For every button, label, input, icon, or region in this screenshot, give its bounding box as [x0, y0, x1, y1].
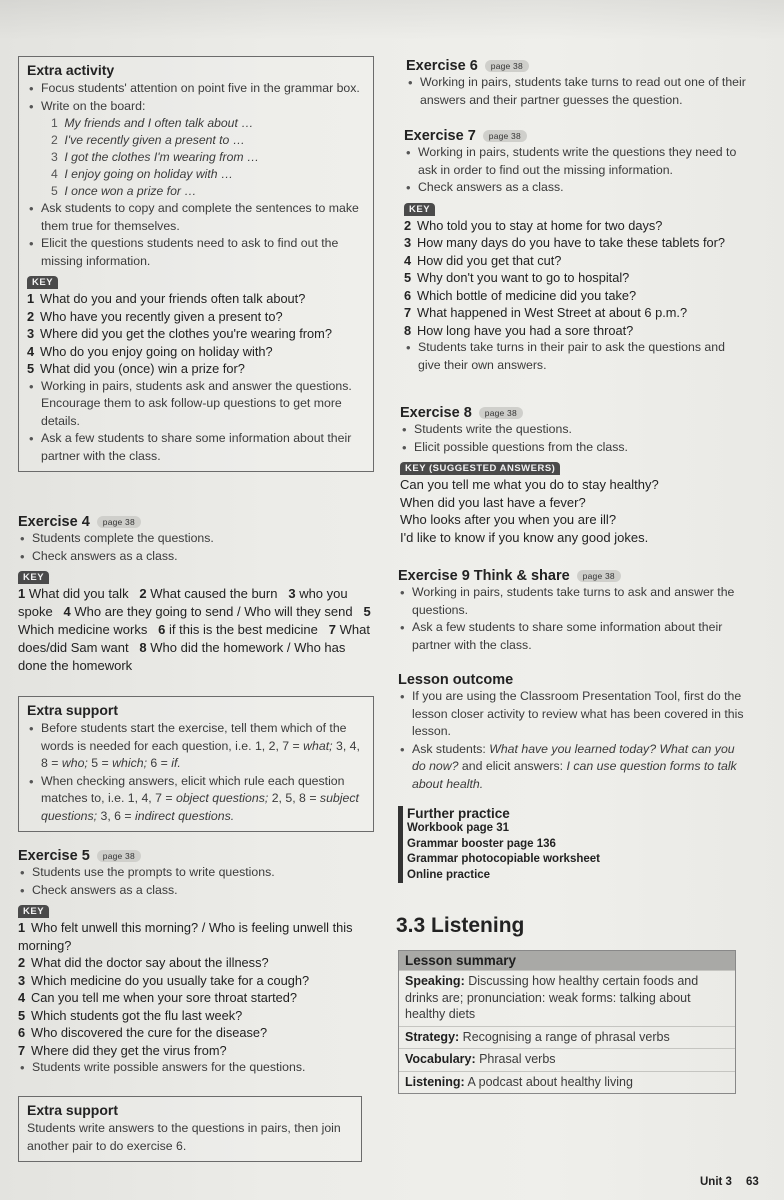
- bullet: • Elicit the questions students need to ask to find out the missing information.: [27, 235, 365, 270]
- section-title: 3.3 Listening: [396, 914, 525, 937]
- exercise-7-title: Exercise 7 page 38: [404, 128, 750, 144]
- key-label: KEY: [27, 276, 58, 289]
- summary-row: Vocabulary: Phrasal verbs: [399, 1048, 735, 1071]
- answer: When did you last have a fever?: [400, 494, 586, 510]
- practice-item: Online practice: [407, 868, 491, 881]
- exercise-5-title: Exercise 5 page 38: [18, 848, 374, 864]
- page-number: 63: [745, 1176, 759, 1188]
- bullet: • Ask students to copy and complete the sentences to make them true for themselves.: [27, 200, 365, 235]
- page-badge: page 38: [483, 130, 527, 142]
- answer: Who looks after you when you are ill?: [400, 512, 617, 527]
- extra-support-box: [18, 696, 374, 832]
- key-item: 1 What do you and your friends often talk about?: [27, 291, 306, 306]
- exercise-8: [400, 405, 750, 546]
- page-badge: page 38: [485, 60, 529, 72]
- practice-item: Grammar booster page 136: [407, 837, 556, 850]
- board-line: 5 I once won a prize for …: [51, 184, 197, 198]
- exercise-6-title: Exercise 6 page 38: [406, 58, 750, 74]
- bullet: • Ask students: What have you learned today? What can you do now? and elicit answers: I can use question forms to talk about health.: [398, 741, 750, 794]
- key-item: 6 Which bottle of medicine did you take?: [404, 287, 637, 303]
- bullet: • Focus students' attention on point five in the grammar box.: [27, 80, 365, 98]
- page-badge: page 38: [479, 407, 523, 419]
- board-line: 4 I enjoy going on holiday with …: [51, 167, 234, 181]
- practice-item: Workbook page 31: [407, 822, 510, 834]
- board-line: 1 My friends and I often talk about …: [51, 116, 254, 130]
- key-item: 7 What happened in West Street at about 6 p.m.?: [404, 305, 688, 320]
- key-label: KEY (SUGGESTED ANSWERS): [400, 462, 560, 475]
- extra-activity-box: [18, 56, 374, 472]
- bullet: • Students complete the questions.: [18, 530, 374, 548]
- key-item: 2 What did the doctor say about the illness?: [18, 955, 269, 970]
- summary-row: Speaking: Discussing how healthy certain foods and drinks are; pronunciation: weak forms: talking about healthy diets: [399, 970, 735, 1026]
- key-item: 3 Where did you get the clothes you're wearing from?: [27, 326, 332, 341]
- page-shadow: [0, 0, 784, 40]
- extra-support-title: Extra support: [27, 1102, 119, 1118]
- lesson-summary-title: Lesson summary: [399, 951, 735, 970]
- exercise-4-title: Exercise 4 page 38: [18, 514, 374, 530]
- key-label: KEY: [404, 203, 435, 216]
- bullet: • Before students start the exercise, tell them which of the words is needed for each question, i.e. 1, 2, 7 = what; 3, 4, 8 = who; 5 = which; 6 = if.: [27, 720, 365, 773]
- page-badge: page 38: [97, 516, 141, 528]
- bullet: • Ask a few students to share some information about their partner with the class.: [27, 430, 365, 465]
- exercise-4: [18, 514, 374, 675]
- bullet: • Working in pairs, students write the questions they need to ask in order to find out the missing information.: [404, 144, 750, 179]
- bullet: • When checking answers, elicit which rule each question matches to, i.e. 1, 4, 7 = object questions; 2, 5, 8 = subject questions; 3, 6 = indirect questions.: [27, 773, 365, 826]
- bullet: • Working in pairs, students take turns to read out one of their answers and their partner guesses the question.: [406, 74, 750, 109]
- extra-support-title: Extra support: [27, 702, 119, 718]
- lesson-summary: [398, 950, 736, 1094]
- further-practice-title: Further practice: [407, 806, 510, 821]
- board-line: 2 I've recently given a present to …: [51, 133, 245, 147]
- key-item: 3 Which medicine do you usually take for a cough?: [18, 972, 310, 988]
- unit-label: Unit 3: [700, 1176, 732, 1188]
- lesson-outcome-title: Lesson outcome: [398, 672, 514, 688]
- answer: I'd like to know if you know any good jokes.: [400, 529, 649, 545]
- board-line: 3 I got the clothes I'm wearing from …: [51, 150, 260, 164]
- bullet: • Students use the prompts to write questions.: [18, 864, 374, 882]
- key-item: 5 Why don't you want to go to hospital?: [404, 270, 630, 285]
- key-item: 6 Who discovered the cure for the disease?: [18, 1025, 268, 1040]
- key-item: 3 How many days do you have to take these tablets for?: [404, 235, 726, 250]
- bullet: • Check answers as a class.: [18, 882, 374, 900]
- lesson-outcome: [398, 672, 750, 793]
- exercise-5: [18, 848, 374, 1077]
- bullet: • Check answers as a class.: [404, 179, 750, 197]
- practice-item: Grammar photocopiable worksheet: [407, 853, 600, 865]
- exercise-9-title: Exercise 9 Think & share page 38: [398, 568, 750, 584]
- key-label: KEY: [18, 905, 49, 918]
- bullet: • Check answers as a class.: [18, 548, 374, 566]
- exercise-9: [398, 568, 750, 654]
- exercise-8-title: Exercise 8 page 38: [400, 405, 750, 421]
- key-item: 2 Who have you recently given a present to?: [27, 308, 283, 324]
- exercise-6: [406, 58, 750, 109]
- bullet: • Students write the questions.: [400, 421, 750, 439]
- key-item: 2 Who told you to stay at home for two days?: [404, 217, 663, 233]
- exercise-7: [404, 128, 750, 374]
- key-label: KEY: [18, 571, 49, 584]
- extra-support-box-2: [18, 1096, 362, 1162]
- bullet: • Elicit possible questions from the class.: [400, 439, 750, 457]
- bullet: • Ask a few students to share some information about their partner with the class.: [398, 619, 750, 654]
- key-item: 4 Who do you enjoy going on holiday with?: [27, 343, 273, 359]
- summary-row: Listening: A podcast about healthy living: [399, 1071, 735, 1094]
- key-item: 7 Where did they get the virus from?: [18, 1042, 227, 1058]
- extra-support-text: Students write answers to the questions in pairs, then join another pair to do exercise 6.: [27, 1121, 341, 1153]
- extra-activity-title: Extra activity: [27, 62, 115, 78]
- key-item: 4 How did you get that cut?: [404, 252, 562, 268]
- summary-row: Strategy: Recognising a range of phrasal verbs: [399, 1026, 735, 1049]
- bullet: • Students take turns in their pair to ask the questions and give their own answers.: [404, 339, 750, 374]
- key-item: 4 Can you tell me when your sore throat started?: [18, 990, 298, 1005]
- page-badge: page 38: [97, 850, 141, 862]
- key-item: 1 Who felt unwell this morning? / Who is feeling unwell this morning?: [18, 920, 353, 953]
- bullet: • Working in pairs, students ask and answer the questions. Encourage them to ask follow-up questions to get more details.: [27, 378, 365, 431]
- page-badge: page 38: [577, 570, 621, 582]
- key-item: 8 How long have you had a sore throat?: [404, 322, 634, 338]
- key-item: 5 Which students got the flu last week?: [18, 1007, 243, 1023]
- page-footer: [700, 1176, 759, 1188]
- bullet: • If you are using the Classroom Presentation Tool, first do the lesson closer activity to review what has been covered in this lesson.: [398, 688, 750, 741]
- key-item: 5 What did you (once) win a prize for?: [27, 361, 245, 376]
- bullet: • Write on the board:: [27, 98, 365, 116]
- key-inline: 1 What did you talk 2 What caused the burn 3 who you spoke 4 Who are they going to send / Who will they send 5 Which medicine works 6 if this is the best medicine 7 What does/did Sam want 8 Who did the homework / Who has done the homework: [18, 586, 371, 673]
- bullet: • Students write possible answers for the questions.: [18, 1059, 374, 1077]
- bullet: • Working in pairs, students take turns to ask and answer the questions.: [398, 584, 750, 619]
- further-practice: [398, 806, 607, 883]
- answer: Can you tell me what you do to stay healthy?: [400, 477, 659, 492]
